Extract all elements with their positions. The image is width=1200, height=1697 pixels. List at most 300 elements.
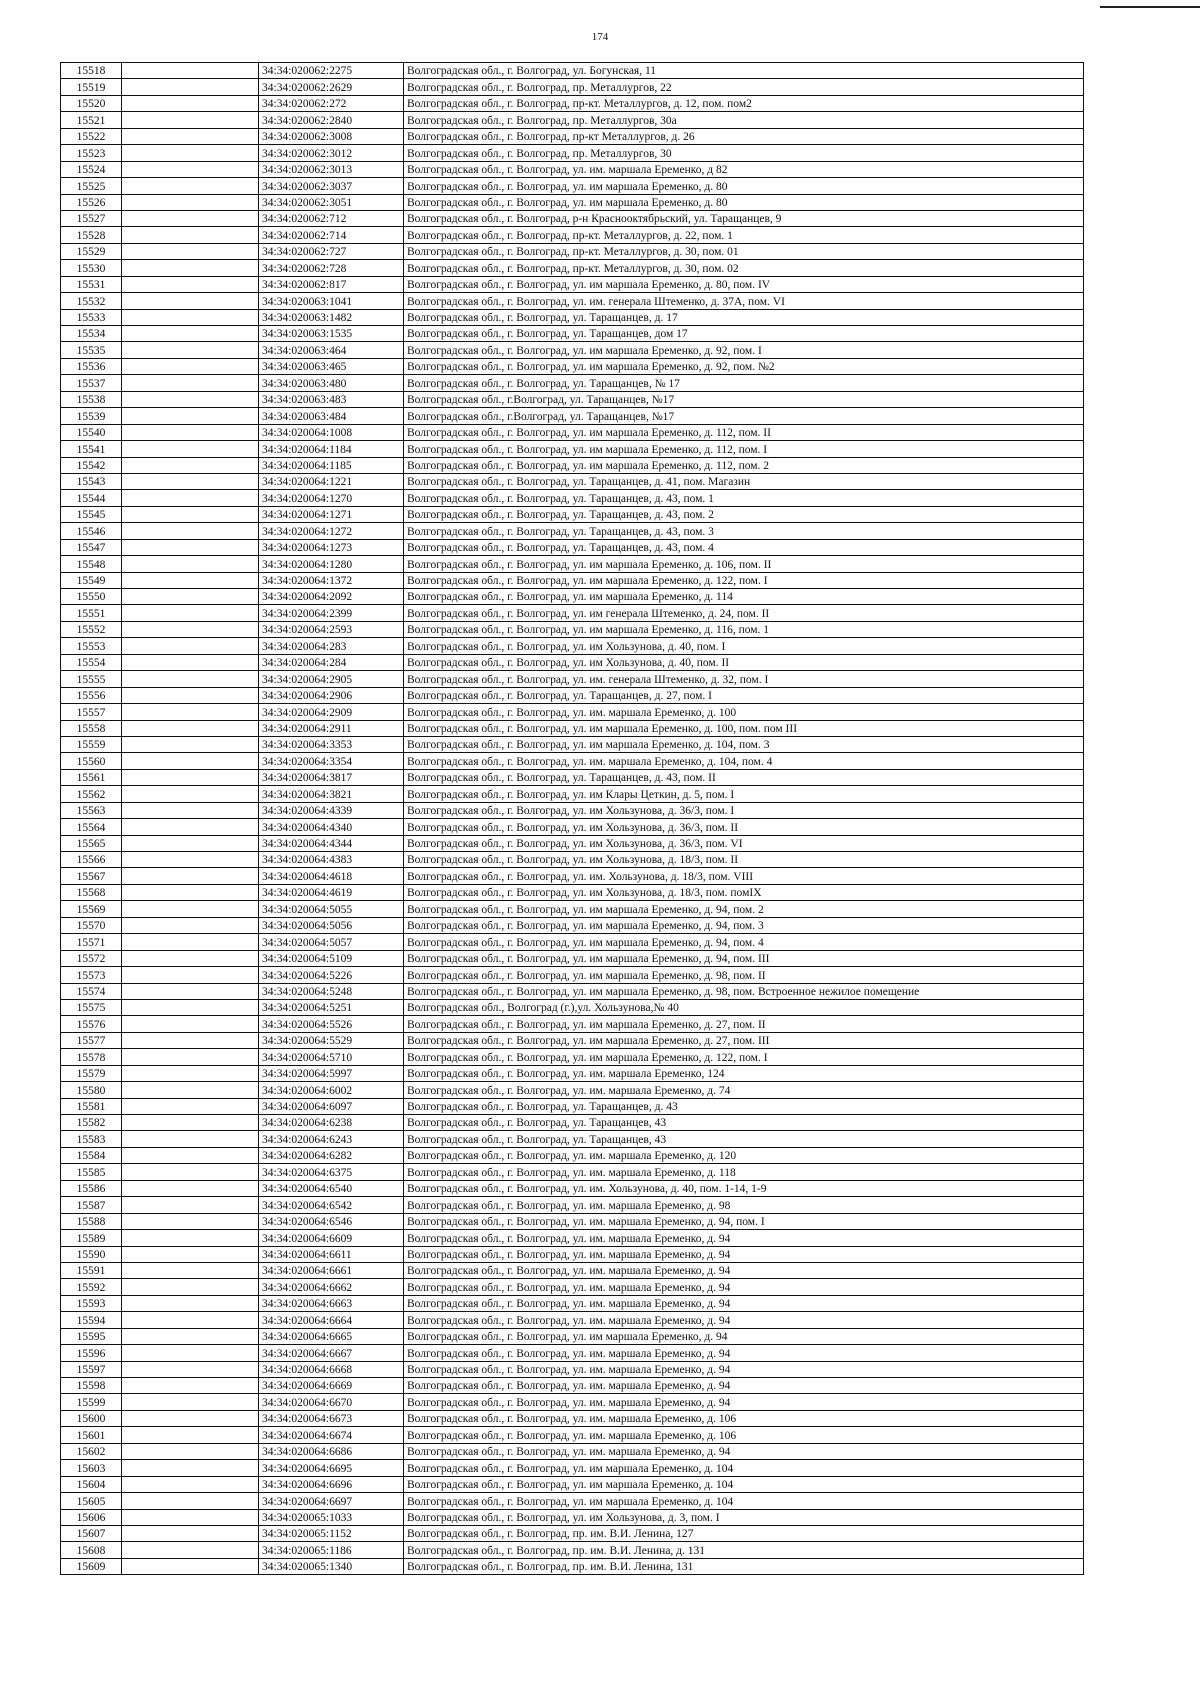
empty-cell (122, 128, 259, 144)
table-row (61, 852, 1084, 868)
empty-cell (122, 112, 259, 128)
cadastral-number: 34:34:020063:464 (259, 342, 404, 358)
row-number: 15529 (61, 243, 122, 259)
address: Волгоградская обл., г. Волгоград, р-н Краснооктябрьский, ул. Таращанцев, 9 (404, 210, 1084, 226)
row-number: 15545 (61, 506, 122, 522)
cadastral-number: 34:34:020064:6375 (259, 1164, 404, 1180)
row-number: 15591 (61, 1262, 122, 1278)
cadastral-number: 34:34:020065:1152 (259, 1525, 404, 1541)
empty-cell (122, 161, 259, 177)
table-row (61, 473, 1084, 489)
address: Волгоградская обл., г. Волгоград, ул. им Хользунова, д. 36/3, пом. II (404, 819, 1084, 835)
cadastral-number: 34:34:020064:5248 (259, 983, 404, 999)
empty-cell (122, 408, 259, 424)
empty-cell (122, 704, 259, 720)
row-number: 15601 (61, 1427, 122, 1443)
address: Волгоградская обл., г. Волгоград, ул. Таращанцев, д. 17 (404, 309, 1084, 325)
table-row (61, 884, 1084, 900)
empty-cell (122, 1378, 259, 1394)
empty-cell (122, 1147, 259, 1163)
address: Волгоградская обл., г. Волгоград, ул. им. маршала Еременко, 124 (404, 1065, 1084, 1081)
table-row (61, 178, 1084, 194)
address: Волгоградская обл., г. Волгоград, ул. им маршала Еременко, д. 80, пом. IV (404, 276, 1084, 292)
row-number: 15534 (61, 326, 122, 342)
row-number: 15573 (61, 967, 122, 983)
cadastral-number: 34:34:020064:5055 (259, 901, 404, 917)
row-number: 15530 (61, 260, 122, 276)
row-number: 15527 (61, 210, 122, 226)
table-row (61, 1082, 1084, 1098)
address: Волгоградская обл., г. Волгоград, ул. им генерала Штеменко, д. 24, пом. II (404, 605, 1084, 621)
cadastral-number: 34:34:020063:480 (259, 375, 404, 391)
row-number: 15520 (61, 95, 122, 111)
row-number: 15594 (61, 1312, 122, 1328)
address: Волгоградская обл., г. Волгоград, ул. им маршала Еременко, д. 122, пом. I (404, 1049, 1084, 1065)
row-number: 15566 (61, 852, 122, 868)
table-row (61, 342, 1084, 358)
cadastral-number: 34:34:020064:6686 (259, 1443, 404, 1459)
address: Волгоградская обл., г. Волгоград, ул. им. маршала Еременко, д. 106 (404, 1410, 1084, 1426)
cadastral-number: 34:34:020062:817 (259, 276, 404, 292)
table-row (61, 441, 1084, 457)
table-row (61, 1558, 1084, 1574)
empty-cell (122, 178, 259, 194)
empty-cell (122, 1361, 259, 1377)
cadastral-number: 34:34:020062:2629 (259, 79, 404, 95)
empty-cell (122, 375, 259, 391)
row-number: 15603 (61, 1460, 122, 1476)
row-number: 15523 (61, 145, 122, 161)
cadastral-number: 34:34:020062:2840 (259, 112, 404, 128)
cadastral-number: 34:34:020064:2092 (259, 589, 404, 605)
cadastral-number: 34:34:020064:2909 (259, 704, 404, 720)
row-number: 15584 (61, 1147, 122, 1163)
address: Волгоградская обл., г. Волгоград, ул. им маршала Еременко, д. 94, пом. 4 (404, 934, 1084, 950)
table-row (61, 1098, 1084, 1114)
table-row (61, 375, 1084, 391)
empty-cell (122, 358, 259, 374)
table-row (61, 1427, 1084, 1443)
row-number: 15595 (61, 1328, 122, 1344)
cadastral-number: 34:34:020062:712 (259, 210, 404, 226)
address: Волгоградская обл., г. Волгоград, ул. им. маршала Еременко, д. 94 (404, 1443, 1084, 1459)
empty-cell (122, 63, 259, 79)
table-row (61, 1542, 1084, 1558)
cadastral-number: 34:34:020062:3008 (259, 128, 404, 144)
address: Волгоградская обл., г. Волгоград, ул. им маршала Еременко, д. 100, пом. пом III (404, 720, 1084, 736)
empty-cell (122, 884, 259, 900)
cadastral-number: 34:34:020064:4339 (259, 802, 404, 818)
empty-cell (122, 556, 259, 572)
empty-cell (122, 934, 259, 950)
row-number: 15606 (61, 1509, 122, 1525)
table-row (61, 391, 1084, 407)
registry-table (60, 62, 1084, 1575)
row-number: 15525 (61, 178, 122, 194)
row-number: 15578 (61, 1049, 122, 1065)
cadastral-number: 34:34:020064:283 (259, 638, 404, 654)
address: Волгоградская обл., г. Волгоград, ул. им маршала Еременко, д. 116, пом. 1 (404, 621, 1084, 637)
empty-cell (122, 1460, 259, 1476)
row-number: 15528 (61, 227, 122, 243)
address: Волгоградская обл., г. Волгоград, пр-кт. Металлургов, д. 30, пом. 02 (404, 260, 1084, 276)
row-number: 15521 (61, 112, 122, 128)
cadastral-number: 34:34:020064:6238 (259, 1115, 404, 1131)
cadastral-number: 34:34:020064:4340 (259, 819, 404, 835)
empty-cell (122, 1558, 259, 1574)
address: Волгоградская обл., г. Волгоград, ул. Богунская, 11 (404, 63, 1084, 79)
address: Волгоградская обл., г. Волгоград, пр-кт. Металлургов, д. 22, пом. 1 (404, 227, 1084, 243)
address: Волгоградская обл., г. Волгоград, ул. им. маршала Еременко, д. 118 (404, 1164, 1084, 1180)
row-number: 15543 (61, 473, 122, 489)
address: Волгоградская обл., г. Волгоград, ул. Таращанцев, д. 27, пом. I (404, 687, 1084, 703)
empty-cell (122, 671, 259, 687)
address: Волгоградская обл., г. Волгоград, ул. им Хользунова, д. 18/3, пом. помIX (404, 884, 1084, 900)
cadastral-number: 34:34:020064:6664 (259, 1312, 404, 1328)
empty-cell (122, 983, 259, 999)
address: Волгоградская обл., г. Волгоград, ул. им маршала Еременко, д. 112, пом. I (404, 441, 1084, 457)
empty-cell (122, 901, 259, 917)
address: Волгоградская обл., г. Волгоград, ул. Таращанцев, д. 43 (404, 1098, 1084, 1114)
cadastral-number: 34:34:020064:6282 (259, 1147, 404, 1163)
row-number: 15555 (61, 671, 122, 687)
table-row (61, 1262, 1084, 1278)
address: Волгоградская обл., г. Волгоград, ул. Таращанцев, № 17 (404, 375, 1084, 391)
row-number: 15587 (61, 1197, 122, 1213)
empty-cell (122, 194, 259, 210)
table-row (61, 802, 1084, 818)
cadastral-number: 34:34:020064:1185 (259, 457, 404, 473)
address: Волгоградская обл., г. Волгоград, ул. им маршала Еременко, д. 104 (404, 1493, 1084, 1509)
address: Волгоградская обл., г. Волгоград, ул. Таращанцев, д. 41, пом. Магазин (404, 473, 1084, 489)
row-number: 15604 (61, 1476, 122, 1492)
row-number: 15553 (61, 638, 122, 654)
registry-table-body (61, 63, 1084, 1575)
row-number: 15535 (61, 342, 122, 358)
table-row (61, 589, 1084, 605)
table-row (61, 868, 1084, 884)
address: Волгоградская обл., г. Волгоград, пр. Металлургов, 30а (404, 112, 1084, 128)
table-row (61, 145, 1084, 161)
table-row (61, 1361, 1084, 1377)
table-row (61, 539, 1084, 555)
cadastral-number: 34:34:020064:6674 (259, 1427, 404, 1443)
address: Волгоградская обл., г. Волгоград, ул. им маршала Еременко, д. 122, пом. I (404, 572, 1084, 588)
address: Волгоградская обл., г. Волгоград, ул. им. маршала Еременко, д. 94 (404, 1312, 1084, 1328)
cadastral-number: 34:34:020064:1273 (259, 539, 404, 555)
address: Волгоградская обл., г. Волгоград, ул. им. генерала Штеменко, д. 37А, пом. VI (404, 293, 1084, 309)
table-row (61, 786, 1084, 802)
row-number: 15607 (61, 1525, 122, 1541)
table-row (61, 1147, 1084, 1163)
table-row (61, 243, 1084, 259)
address: Волгоградская обл., г. Волгоград, ул. им. маршала Еременко, д. 74 (404, 1082, 1084, 1098)
row-number: 15563 (61, 802, 122, 818)
address: Волгоградская обл., г. Волгоград, ул. им маршала Еременко, д. 98, пом. Встроенное нежилое помещение (404, 983, 1084, 999)
cadastral-number: 34:34:020063:465 (259, 358, 404, 374)
empty-cell (122, 326, 259, 342)
address: Волгоградская обл., г. Волгоград, ул. Таращанцев, д. 43, пом. 4 (404, 539, 1084, 555)
empty-cell (122, 243, 259, 259)
table-row (61, 1295, 1084, 1311)
table-row (61, 621, 1084, 637)
empty-cell (122, 1098, 259, 1114)
table-row (61, 967, 1084, 983)
cadastral-number: 34:34:020062:3013 (259, 161, 404, 177)
row-number: 15544 (61, 490, 122, 506)
table-row (61, 556, 1084, 572)
address: Волгоградская обл., г. Волгоград, ул. им. маршала Еременко, д. 94 (404, 1279, 1084, 1295)
table-row (61, 326, 1084, 342)
empty-cell (122, 736, 259, 752)
empty-cell (122, 1427, 259, 1443)
table-row (61, 1115, 1084, 1131)
row-number: 15536 (61, 358, 122, 374)
row-number: 15577 (61, 1032, 122, 1048)
row-number: 15519 (61, 79, 122, 95)
row-number: 15518 (61, 63, 122, 79)
address: Волгоградская обл., г. Волгоград, ул. им. маршала Еременко, д. 106 (404, 1427, 1084, 1443)
address: Волгоградская обл., г. Волгоград, ул. им маршала Еременко, д. 94 (404, 1328, 1084, 1344)
empty-cell (122, 753, 259, 769)
empty-cell (122, 539, 259, 555)
row-number: 15532 (61, 293, 122, 309)
row-number: 15558 (61, 720, 122, 736)
row-number: 15539 (61, 408, 122, 424)
row-number: 15583 (61, 1131, 122, 1147)
table-row (61, 1378, 1084, 1394)
table-row (61, 819, 1084, 835)
table-row (61, 1525, 1084, 1541)
row-number: 15540 (61, 424, 122, 440)
cadastral-number: 34:34:020062:2275 (259, 63, 404, 79)
address: Волгоградская обл., г. Волгоград, пр-кт Металлургов, д. 26 (404, 128, 1084, 144)
table-row (61, 523, 1084, 539)
row-number: 15571 (61, 934, 122, 950)
row-number: 15552 (61, 621, 122, 637)
row-number: 15592 (61, 1279, 122, 1295)
table-row (61, 227, 1084, 243)
table-row (61, 1312, 1084, 1328)
row-number: 15600 (61, 1410, 122, 1426)
cadastral-number: 34:34:020062:727 (259, 243, 404, 259)
row-number: 15522 (61, 128, 122, 144)
row-number: 15574 (61, 983, 122, 999)
row-number: 15542 (61, 457, 122, 473)
empty-cell (122, 1295, 259, 1311)
address: Волгоградская обл., г. Волгоград, ул. им. маршала Еременко, д. 104, пом. 4 (404, 753, 1084, 769)
empty-cell (122, 1509, 259, 1525)
cadastral-number: 34:34:020064:1272 (259, 523, 404, 539)
cadastral-number: 34:34:020064:6663 (259, 1295, 404, 1311)
row-number: 15581 (61, 1098, 122, 1114)
table-row (61, 506, 1084, 522)
empty-cell (122, 621, 259, 637)
address: Волгоградская обл., г. Волгоград, ул. им. генерала Штеменко, д. 32, пом. I (404, 671, 1084, 687)
address: Волгоградская обл., г. Волгоград, ул. Таращанцев, 43 (404, 1115, 1084, 1131)
empty-cell (122, 1493, 259, 1509)
cadastral-number: 34:34:020062:272 (259, 95, 404, 111)
address: Волгоградская обл., г. Волгоград, ул. Таращанцев, дом 17 (404, 326, 1084, 342)
table-row (61, 1509, 1084, 1525)
table-row (61, 901, 1084, 917)
table-row (61, 194, 1084, 210)
table-row (61, 934, 1084, 950)
empty-cell (122, 276, 259, 292)
address: Волгоградская обл., г. Волгоград, ул. им. маршала Еременко, д 82 (404, 161, 1084, 177)
address: Волгоградская обл., г. Волгоград, ул. им маршала Еременко, д. 94, пом. 3 (404, 917, 1084, 933)
table-row (61, 671, 1084, 687)
table-row (61, 1279, 1084, 1295)
empty-cell (122, 852, 259, 868)
cadastral-number: 34:34:020064:1270 (259, 490, 404, 506)
empty-cell (122, 868, 259, 884)
row-number: 15568 (61, 884, 122, 900)
empty-cell (122, 835, 259, 851)
empty-cell (122, 309, 259, 325)
empty-cell (122, 769, 259, 785)
address: Волгоградская обл., г. Волгоград, пр-кт. Металлургов, д. 12, пом. пом2 (404, 95, 1084, 111)
cadastral-number: 34:34:020064:5251 (259, 999, 404, 1015)
address: Волгоградская обл., г. Волгоград, ул. им. маршала Еременко, д. 94 (404, 1295, 1084, 1311)
table-row (61, 276, 1084, 292)
cadastral-number: 34:34:020062:3012 (259, 145, 404, 161)
row-number: 15589 (61, 1230, 122, 1246)
cadastral-number: 34:34:020064:4618 (259, 868, 404, 884)
address: Волгоградская обл., г. Волгоград, ул. им. маршала Еременко, д. 94, пом. I (404, 1213, 1084, 1229)
empty-cell (122, 1525, 259, 1541)
cadastral-number: 34:34:020064:6002 (259, 1082, 404, 1098)
empty-cell (122, 210, 259, 226)
address: Волгоградская обл., г. Волгоград, ул. им маршала Еременко, д. 104 (404, 1460, 1084, 1476)
table-row (61, 112, 1084, 128)
row-number: 15546 (61, 523, 122, 539)
empty-cell (122, 1312, 259, 1328)
cadastral-number: 34:34:020064:6661 (259, 1262, 404, 1278)
row-number: 15554 (61, 654, 122, 670)
table-row (61, 1164, 1084, 1180)
empty-cell (122, 589, 259, 605)
address: Волгоградская обл., г. Волгоград, ул. Таращанцев, д. 43, пом. 1 (404, 490, 1084, 506)
empty-cell (122, 572, 259, 588)
row-number: 15560 (61, 753, 122, 769)
empty-cell (122, 1197, 259, 1213)
cadastral-number: 34:34:020064:5710 (259, 1049, 404, 1065)
cadastral-number: 34:34:020062:3051 (259, 194, 404, 210)
row-number: 15559 (61, 736, 122, 752)
empty-cell (122, 967, 259, 983)
row-number: 15608 (61, 1542, 122, 1558)
row-number: 15551 (61, 605, 122, 621)
empty-cell (122, 1082, 259, 1098)
row-number: 15605 (61, 1493, 122, 1509)
cadastral-number: 34:34:020064:6540 (259, 1180, 404, 1196)
cadastral-number: 34:34:020062:714 (259, 227, 404, 243)
address: Волгоградская обл., г. Волгоград, ул. им Хользунова, д. 36/3, пом. I (404, 802, 1084, 818)
cadastral-number: 34:34:020065:1340 (259, 1558, 404, 1574)
cadastral-number: 34:34:020064:4383 (259, 852, 404, 868)
empty-cell (122, 293, 259, 309)
table-row (61, 408, 1084, 424)
cadastral-number: 34:34:020064:6609 (259, 1230, 404, 1246)
table-row (61, 572, 1084, 588)
address: Волгоградская обл., г. Волгоград, ул. им маршала Еременко, д. 80 (404, 194, 1084, 210)
row-number: 15609 (61, 1558, 122, 1574)
row-number: 15531 (61, 276, 122, 292)
address: Волгоградская обл., г. Волгоград, ул. им. маршала Еременко, д. 94 (404, 1262, 1084, 1278)
table-row (61, 1197, 1084, 1213)
empty-cell (122, 391, 259, 407)
empty-cell (122, 342, 259, 358)
empty-cell (122, 506, 259, 522)
address: Волгоградская обл., г. Волгоград, пр. им. В.И. Ленина, д. 131 (404, 1542, 1084, 1558)
empty-cell (122, 1032, 259, 1048)
row-number: 15549 (61, 572, 122, 588)
empty-cell (122, 227, 259, 243)
table-row (61, 1065, 1084, 1081)
empty-cell (122, 1016, 259, 1032)
address: Волгоградская обл., г. Волгоград, ул. им. маршала Еременко, д. 94 (404, 1361, 1084, 1377)
cadastral-number: 34:34:020064:4619 (259, 884, 404, 900)
address: Волгоградская обл., г. Волгоград, ул. им. Хользунова, д. 18/3, пом. VIII (404, 868, 1084, 884)
cadastral-number: 34:34:020065:1186 (259, 1542, 404, 1558)
cadastral-number: 34:34:020064:5226 (259, 967, 404, 983)
table-row (61, 1493, 1084, 1509)
table-row (61, 1476, 1084, 1492)
address: Волгоградская обл., г. Волгоград, ул. им. маршала Еременко, д. 94 (404, 1394, 1084, 1410)
empty-cell (122, 1049, 259, 1065)
table-row (61, 769, 1084, 785)
table-row (61, 835, 1084, 851)
cadastral-number: 34:34:020064:4344 (259, 835, 404, 851)
table-row (61, 457, 1084, 473)
row-number: 15562 (61, 786, 122, 802)
empty-cell (122, 260, 259, 276)
cadastral-number: 34:34:020064:6665 (259, 1328, 404, 1344)
address: Волгоградская обл., г.Волгоград, ул. Таращанцев, №17 (404, 408, 1084, 424)
cadastral-number: 34:34:020063:1041 (259, 293, 404, 309)
cadastral-number: 34:34:020064:2911 (259, 720, 404, 736)
cadastral-number: 34:34:020064:1184 (259, 441, 404, 457)
row-number: 15588 (61, 1213, 122, 1229)
table-row (61, 720, 1084, 736)
table-row (61, 424, 1084, 440)
cadastral-number: 34:34:020064:6695 (259, 1460, 404, 1476)
address: Волгоградская обл., г. Волгоград, ул. им маршала Еременко, д. 80 (404, 178, 1084, 194)
cadastral-number: 34:34:020064:2905 (259, 671, 404, 687)
address: Волгоградская обл., г. Волгоград, ул. им маршала Еременко, д. 92, пом. I (404, 342, 1084, 358)
address: Волгоградская обл., г. Волгоград, ул. им маршала Еременко, д. 27, пом. II (404, 1016, 1084, 1032)
empty-cell (122, 802, 259, 818)
table-row (61, 95, 1084, 111)
row-number: 15579 (61, 1065, 122, 1081)
empty-cell (122, 1443, 259, 1459)
table-row (61, 1032, 1084, 1048)
empty-cell (122, 1230, 259, 1246)
cadastral-number: 34:34:020064:5109 (259, 950, 404, 966)
address: Волгоградская обл., г. Волгоград, пр. Металлургов, 30 (404, 145, 1084, 161)
table-row (61, 605, 1084, 621)
empty-cell (122, 1542, 259, 1558)
table-row (61, 1049, 1084, 1065)
table-row (61, 260, 1084, 276)
address: Волгоградская обл., г. Волгоград, ул. им маршала Еременко, д. 104, пом. 3 (404, 736, 1084, 752)
empty-cell (122, 1476, 259, 1492)
table-row (61, 950, 1084, 966)
row-number: 15556 (61, 687, 122, 703)
cadastral-number: 34:34:020064:6243 (259, 1131, 404, 1147)
cadastral-number: 34:34:020064:6662 (259, 1279, 404, 1295)
